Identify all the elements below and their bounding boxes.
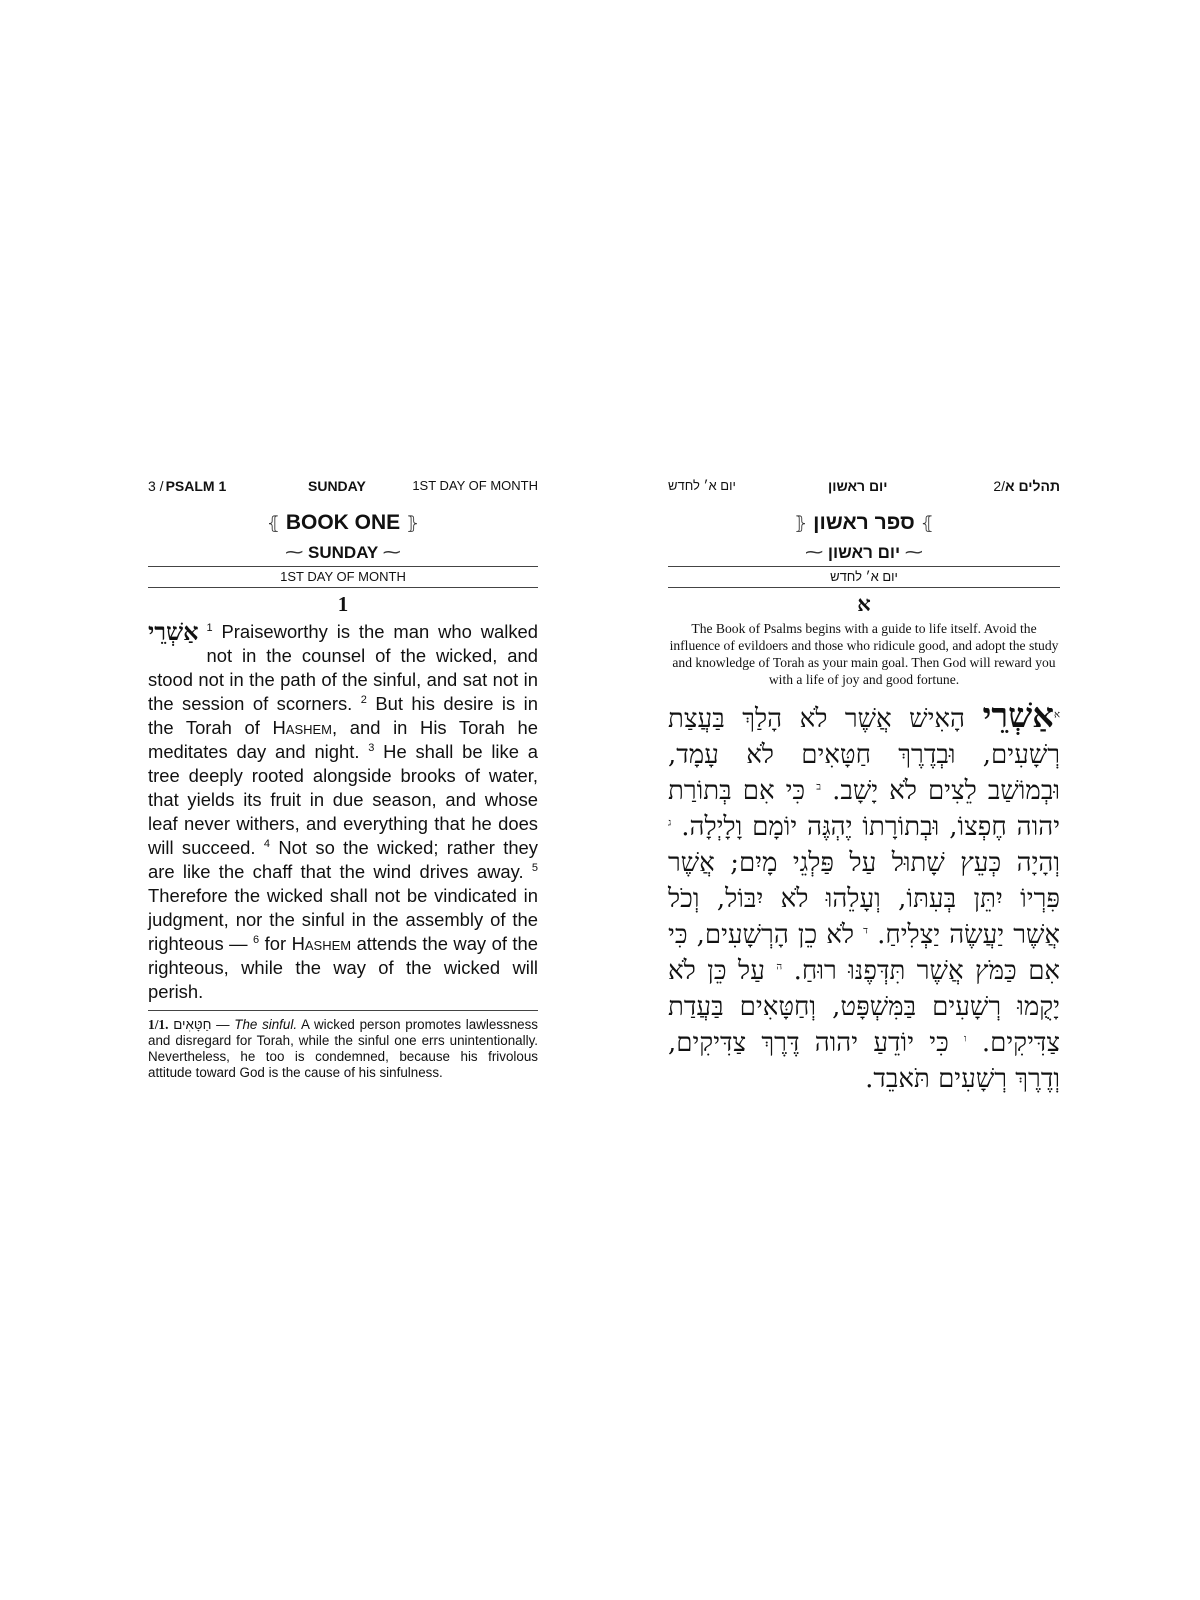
- verse-number: 6: [253, 933, 260, 946]
- footnote-dash: —: [216, 1017, 230, 1032]
- verse-text: כִּי יוֹדֵעַ יהוה דֶּרֶךְ צַדִּיקִים, וְדֶרֶךְ רְשָׁעִים תֹּאבֵד.: [668, 1028, 1060, 1094]
- verse-number: 5: [531, 861, 538, 874]
- verse-text: Not so the wicked; rather they are like the chaff that the wind drives away.: [148, 837, 538, 882]
- verse-text: וְהָיָה כְּעֵץ שָׁתוּל עַל פַּלְגֵי מָיִם; אֲשֶׁר פִּרְיוֹ יִתֵּן בְּעִתּוֹ, וְעָלֵהוּ לֹא יִבּוֹל, וְכֹל אֲשֶׁר יַעֲשֶׂה יַצְלִיחַ.: [668, 848, 1060, 950]
- subhead: 1ST DAY OF MONTH: [280, 569, 406, 584]
- verse-text: attends the way of the righteous, while the way of the wicked will perish.: [148, 933, 538, 1002]
- verse-text: לֹא כֵן הָרְשָׁעִים, כִּי אִם כַּמֹּץ אֲשֶׁר תִּדְּפֶנּוּ רוּחַ.: [668, 920, 1061, 986]
- verse-number: א: [1054, 709, 1061, 721]
- psalm-text: [148, 617, 538, 1004]
- footnote: [148, 1010, 538, 1081]
- scroll-ornament-left-icon: ⦃: [794, 513, 808, 533]
- running-head-month-day: 1ST DAY OF MONTH: [412, 478, 538, 493]
- book-title-text: BOOK ONE: [285, 511, 401, 534]
- footnote-ref: 1/1.: [148, 1017, 169, 1032]
- verse-text: Praiseworthy is the man who walked not in the counsel of the wicked, and stood not in the path of the sinful, and sat not in the session of scorners.: [148, 621, 538, 714]
- book-title-text: ספר ראשון: [813, 511, 915, 534]
- verse-text: הָאִישׁ אֲשֶׁר לֹא הָלַךְ בַּעֲצַת רְשָׁעִים, וּבְדֶרֶךְ חַטָּאִים לֹא עָמָד, וּבְמוֹשַׁב לֵצִים לֹא יָשָׁב.: [668, 704, 1061, 806]
- verse-number: 3: [368, 741, 375, 754]
- running-head: [668, 478, 1060, 498]
- verse-text: He shall be like a tree deeply rooted alongside brooks of water, that yields its fruit in due season, and whose leaf never withers, and everything that he does will succeed.: [148, 741, 538, 858]
- swash-ornament-icon: ⁓: [382, 542, 401, 562]
- book-title: [148, 508, 538, 538]
- verse-text: כִּי אִם בְּתוֹרַת יהוה חֶפְצוֹ, וּבְתוֹרָתוֹ יֶהְגֶּה יוֹמָם וָלָיְלָה.: [668, 776, 1061, 842]
- verse-text: for: [264, 933, 287, 954]
- verse-text: , and in His Torah he meditates day and night.: [148, 717, 538, 762]
- day-title-text: יום ראשון: [827, 543, 901, 562]
- hebrew-page: [668, 478, 1060, 1097]
- verse-number: ה: [776, 961, 783, 973]
- running-head-day: SUNDAY: [308, 478, 366, 494]
- scroll-ornament-left-icon: ⦃: [266, 513, 280, 533]
- swash-ornament-icon: ⁓: [285, 542, 304, 562]
- verse-number: 2: [360, 693, 367, 706]
- running-head-psalm: תהלים א: [1005, 478, 1060, 494]
- running-head: [148, 478, 538, 498]
- swash-ornament-icon: ⁓: [904, 542, 923, 562]
- page-folio: /2: [993, 478, 1006, 494]
- verse-number: 1: [206, 621, 213, 634]
- footnote-text: A wicked person promotes lawlessness and disregard for Torah, while the sinful one errs unintentionally. Nevertheless, he too is condemned, because his frivolous attitude toward God is the cause of his sinfulness.: [148, 1017, 538, 1080]
- opening-word: אַשְׁרֵי: [982, 696, 1054, 736]
- opening-word: אַשְׁרֵי: [148, 617, 199, 646]
- subhead: יום א׳ לחדש: [830, 569, 898, 584]
- scroll-ornament-right-icon: ⦄: [920, 513, 934, 533]
- footnote-hebrew: חַטָּאִים: [173, 1017, 212, 1032]
- hebrew-psalm-text: [668, 698, 1060, 1097]
- verse-number: ו: [964, 1033, 967, 1045]
- psalm-number: 1: [337, 592, 349, 616]
- day-title: [668, 538, 1060, 566]
- verse-number: ד: [863, 925, 868, 937]
- folio-psalm: [991, 478, 1060, 494]
- book-title: [668, 508, 1060, 538]
- verse-text: But his desire is in the Torah of: [148, 693, 538, 738]
- swash-ornament-icon: ⁓: [805, 542, 824, 562]
- scroll-ornament-right-icon: ⦄: [406, 513, 420, 533]
- folio-psalm: [148, 478, 226, 494]
- divine-name: Hashem: [272, 717, 333, 738]
- footnote-lemma: The sinful.: [234, 1017, 298, 1032]
- day-title: [148, 538, 538, 566]
- psalm-introduction: The Book of Psalms begins with a guide to life itself. Avoid the influence of evildoers and those who ridicule good, and adopt the study and knowledge of Torah as your main goal. Then God will reward you with a life of joy and good fortune.: [669, 621, 1059, 687]
- psalm-letter: א: [857, 592, 871, 616]
- running-head-day: יום ראשון: [828, 478, 888, 494]
- verse-number: ג: [668, 817, 672, 829]
- day-title-text: SUNDAY: [308, 543, 378, 562]
- divine-name: Hashem: [291, 933, 352, 954]
- page-folio: 3 /: [148, 478, 164, 494]
- running-head-month-day: יום א׳ לחדש: [668, 478, 736, 493]
- english-page: [148, 478, 538, 1081]
- running-head-psalm: PSALM 1: [165, 478, 227, 494]
- verse-number: 4: [263, 837, 271, 850]
- verse-text: עַל כֵּן לֹא יָקֻמוּ רְשָׁעִים בַּמִּשְׁפָּט, וְחַטָּאִים בַּעֲדַת צַדִּיקִים.: [668, 956, 1061, 1058]
- verse-text: Therefore the wicked shall not be vindicated in judgment, nor the sinful in the assembly of the righteous —: [148, 885, 538, 954]
- verse-number: ב: [816, 781, 822, 793]
